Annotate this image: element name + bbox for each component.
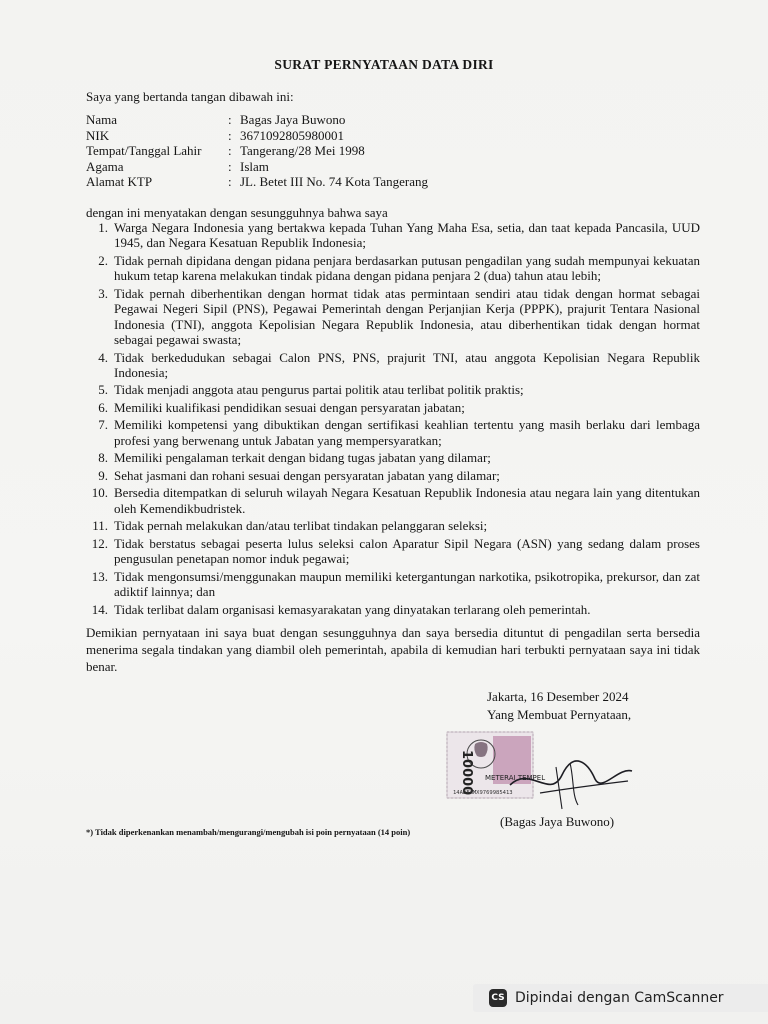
identity-row bbox=[86, 128, 428, 144]
item-number: 3. bbox=[98, 285, 108, 301]
list-item bbox=[80, 350, 700, 381]
item-number: 6. bbox=[98, 399, 108, 415]
list-item bbox=[80, 286, 700, 348]
list-item bbox=[80, 220, 700, 251]
identity-row bbox=[86, 112, 428, 128]
identity-separator: : bbox=[228, 127, 232, 143]
identity-separator: : bbox=[228, 112, 232, 127]
list-item bbox=[80, 253, 700, 284]
camscanner-text: Dipindai dengan CamScanner bbox=[515, 990, 724, 1006]
stamp-serial: 14ADFAMX9769985413 bbox=[453, 790, 513, 796]
statement-list bbox=[80, 220, 700, 619]
identity-value: Tangerang/28 Mei 1998 bbox=[240, 143, 365, 159]
identity-separator: : bbox=[228, 143, 232, 159]
item-text: Tidak berkedudukan sebagai Calon PNS, PNS, prajurit TNI, atau anggota Kepolisian Negara Republik Indonesia; bbox=[114, 349, 700, 380]
identity-value: Bagas Jaya Buwono bbox=[240, 112, 346, 127]
item-text: Sehat jasmani dan rohani sesuai dengan persyaratan jabatan yang dilamar; bbox=[114, 467, 500, 483]
identity-label: Nama bbox=[86, 112, 118, 127]
item-number: 13. bbox=[91, 568, 108, 584]
item-text: Tidak berstatus sebagai peserta lulus seleksi calon Aparatur Sipil Negara (ASN) yang sedang dalam proses pengusulan penetapan nomor induk pegawai; bbox=[114, 535, 700, 567]
item-text: Tidak mengonsumsi/menggunakan maupun memiliki ketergantungan narkotika, psikotropika, prekursor, dan zat adiktif lainnya; dan bbox=[114, 568, 700, 600]
signer-name: (Bagas Jaya Buwono) bbox=[500, 814, 615, 829]
item-text: Bersedia ditempatkan di seluruh wilayah Negara Kesatuan Republik Indonesia atau negara lain yang ditentukan oleh Kemendikbudristek. bbox=[114, 485, 700, 516]
item-text: Memiliki pengalaman terkait dengan bidang tugas jabatan yang dilamar; bbox=[114, 450, 491, 466]
item-text: Memiliki kualifikasi pendidikan sesuai dengan persyaratan jabatan; bbox=[114, 399, 465, 415]
identity-separator: : bbox=[228, 158, 232, 174]
item-number: 9. bbox=[98, 467, 108, 483]
item-number: 10. bbox=[91, 485, 108, 501]
identity-value: 3671092805980001 bbox=[240, 127, 344, 143]
item-text: Memiliki kompetensi yang dibuktikan dengan sertifikasi keahlian tertentu yang masih berlaku dari lembaga profesi yang berwenang untuk Jabatan yang mempersyaratkan; bbox=[114, 417, 700, 448]
item-text: Tidak pernah melakukan dan/atau terlibat tindakan pelanggaran seleksi; bbox=[114, 518, 488, 534]
item-number: 4. bbox=[98, 349, 108, 365]
identity-separator: : bbox=[228, 174, 232, 190]
signature bbox=[500, 745, 640, 815]
statement-intro: dengan ini menyatakan dengan sesungguhnya bahwa saya bbox=[86, 205, 388, 220]
identity-label: NIK bbox=[86, 127, 110, 143]
list-item bbox=[80, 518, 700, 533]
document-title: SURAT PERNYATAAN DATA DIRI bbox=[274, 57, 494, 72]
item-number: 11. bbox=[92, 518, 108, 534]
identity-row bbox=[86, 159, 428, 175]
item-number: 7. bbox=[98, 417, 108, 433]
item-text: Tidak pernah diberhentikan dengan hormat tidak atas permintaan sendiri atau tidak dengan hormat sebagai Pegawai Negeri Sipil (PNS), Pegawai Pemerintah dengan Perjanjian Kerja (PPPK), prajurit Tentara Nasional Indonesia (TNI), anggota Kepolisian Negara Republik Indonesia, atau diberhentikan tidak dengan hormat sebagai pegawai swasta; bbox=[114, 285, 700, 348]
closing-paragraph: Demikian pernyataan ini saya buat dengan sesungguhnya dan saya bersedia dituntut di pengadilan serta bersedia menerima segala tindakan yang diambil oleh pemerintah, apabila di kemudian hari terbukti pernyataan saya ini tidak benar. bbox=[86, 625, 700, 674]
item-text: Tidak terlibat dalam organisasi kemasyarakatan yang dinyatakan terlarang oleh pemerintah. bbox=[114, 601, 591, 617]
item-text: Tidak menjadi anggota atau pengurus partai politik atau terlibat politik praktis; bbox=[114, 382, 524, 398]
maker-label: Yang Membuat Pernyataan, bbox=[487, 707, 632, 722]
identity-row bbox=[86, 174, 428, 190]
list-item bbox=[80, 602, 700, 617]
camscanner-logo-icon: CS bbox=[489, 989, 507, 1007]
item-number: 1. bbox=[98, 220, 108, 235]
list-item bbox=[80, 382, 700, 397]
list-item bbox=[80, 485, 700, 516]
place-date: Jakarta, 16 Desember 2024 bbox=[487, 689, 629, 704]
identity-label: Agama bbox=[86, 158, 124, 174]
item-number: 8. bbox=[98, 450, 108, 466]
list-item bbox=[80, 417, 700, 448]
list-item bbox=[80, 536, 700, 567]
item-text: Warga Negara Indonesia yang bertakwa kepada Tuhan Yang Maha Esa, setia, dan taat kepada Pancasila, UUD 1945, dan Negara Kesatuan Republik Indonesia; bbox=[114, 220, 700, 251]
list-item bbox=[80, 400, 700, 415]
stamp-value: 10000 bbox=[459, 750, 474, 796]
item-number: 14. bbox=[91, 601, 108, 617]
identity-label: Tempat/Tanggal Lahir bbox=[86, 143, 202, 159]
item-text: Tidak pernah dipidana dengan pidana penjara berdasarkan putusan pengadilan yang sudah mempunyai kekuatan hukum tetap karena melakukan tindak pidana dengan pidana penjara 2 (dua) tahun atau lebih; bbox=[114, 252, 700, 284]
identity-value: JL. Betet III No. 74 Kota Tangerang bbox=[240, 174, 429, 190]
identity-row bbox=[86, 143, 428, 159]
intro-text: Saya yang bertanda tangan dibawah ini: bbox=[86, 89, 294, 104]
stamp-text: METERAI TEMPEL bbox=[485, 774, 546, 782]
item-number: 12. bbox=[91, 535, 108, 551]
identity-label: Alamat KTP bbox=[86, 174, 153, 190]
footnote: *) Tidak diperkenankan menambah/mengurangi/mengubah isi poin pernyataan (14 poin) bbox=[86, 827, 411, 837]
list-item bbox=[80, 468, 700, 483]
identity-table bbox=[86, 112, 428, 190]
camscanner-watermark bbox=[473, 984, 768, 1012]
list-item bbox=[80, 569, 700, 600]
item-number: 5. bbox=[98, 382, 108, 398]
item-number: 2. bbox=[98, 252, 108, 268]
identity-value: Islam bbox=[240, 158, 269, 174]
list-item bbox=[80, 450, 700, 465]
